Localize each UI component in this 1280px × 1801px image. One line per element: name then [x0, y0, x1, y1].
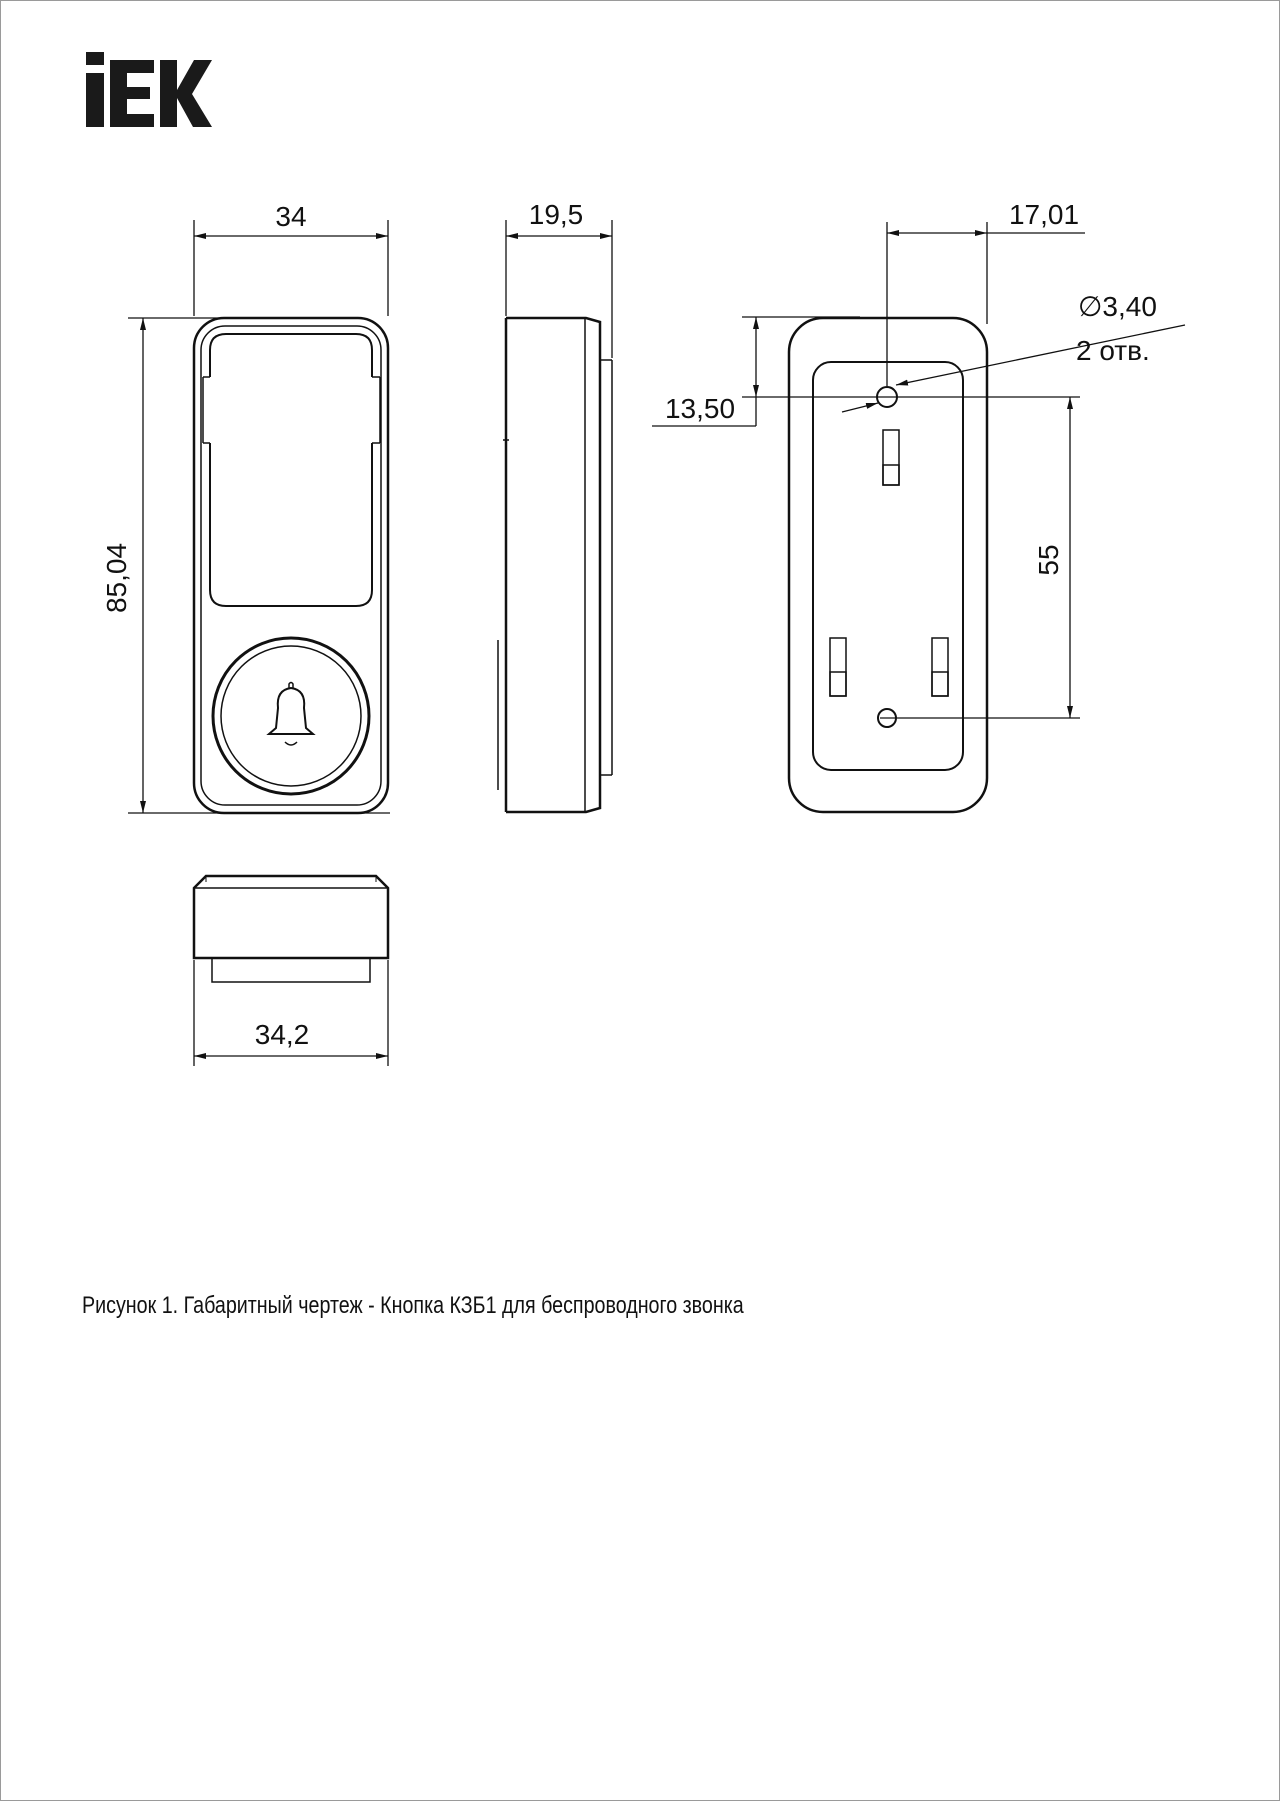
front-view	[194, 318, 388, 813]
dim-front-height: 85,04	[101, 542, 132, 614]
dimension-lines	[128, 220, 1185, 1066]
back-view	[789, 318, 987, 812]
dim-hole-count: 2 отв.	[1076, 335, 1150, 366]
dim-hole-offset-x: 17,01	[1008, 199, 1080, 230]
dim-hole-offset-y: 13,50	[664, 393, 736, 424]
figure-caption: Рисунок 1. Габаритный чертеж - Кнопка КЗБ1 для беспроводного звонка	[82, 1292, 744, 1319]
dim-hole-diameter: ∅3,40	[1078, 291, 1157, 322]
bottom-view	[194, 876, 388, 982]
dim-side-depth: 19,5	[528, 199, 584, 230]
dim-hole-spacing: 55	[1033, 544, 1064, 576]
dim-front-width: 34	[275, 201, 307, 232]
dim-bottom-width: 34,2	[254, 1019, 310, 1050]
side-view	[498, 318, 612, 812]
